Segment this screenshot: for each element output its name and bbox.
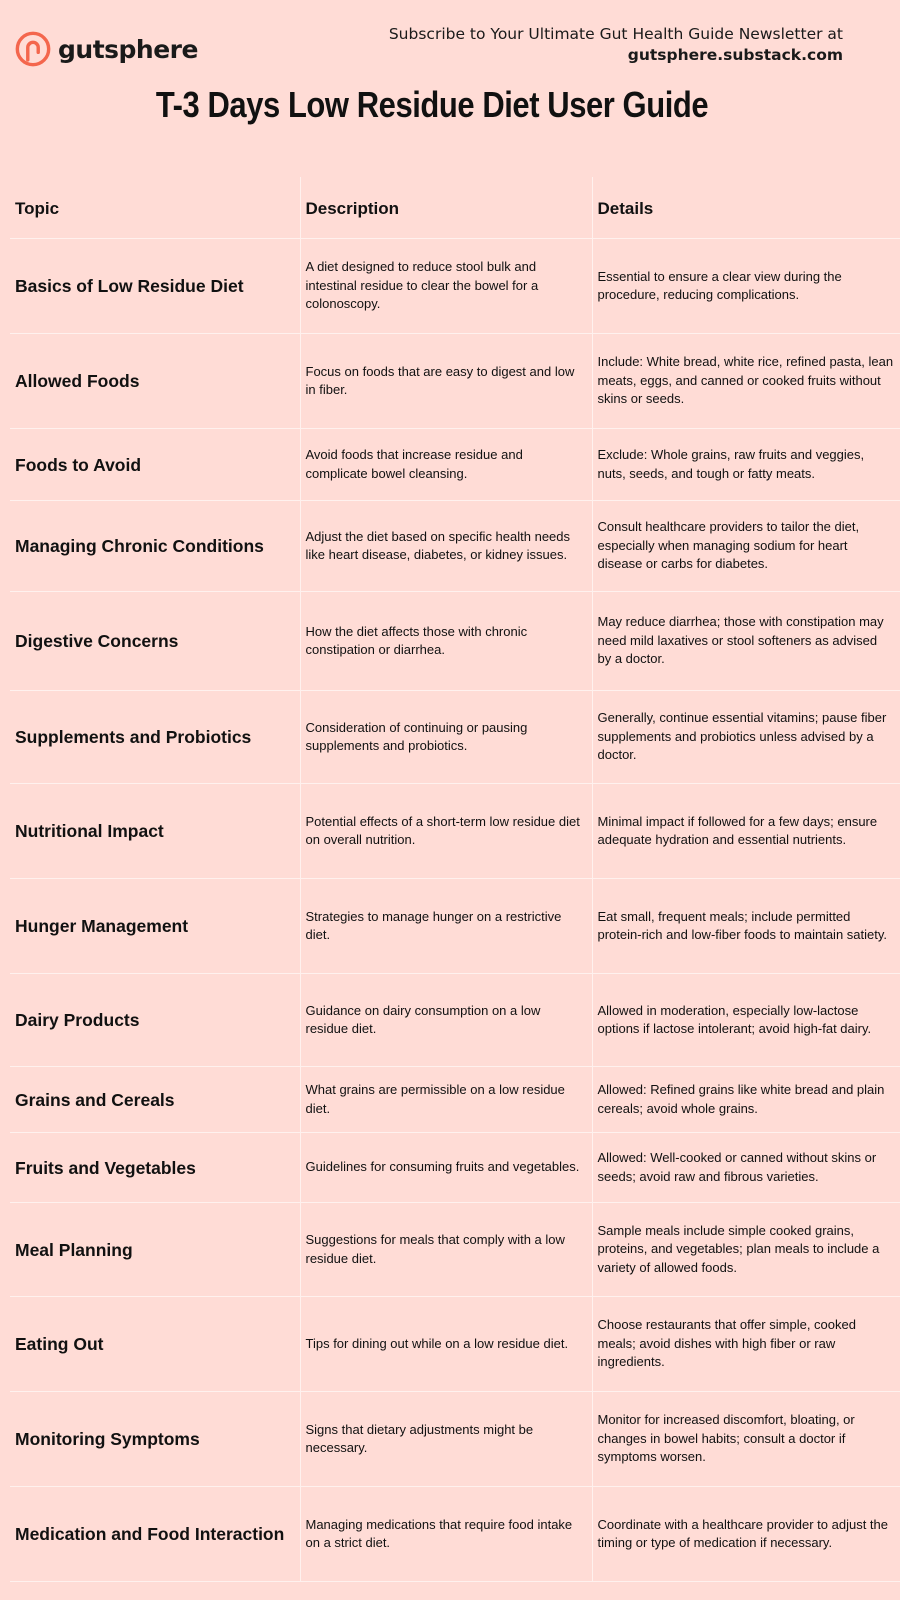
brand-name: gutsphere bbox=[58, 34, 198, 64]
row-description: What grains are permissible on a low residue diet. bbox=[300, 1067, 592, 1133]
row-details: Choose restaurants that offer simple, cooked meals; avoid dishes with high fiber or raw ingredients. bbox=[592, 1297, 900, 1392]
row-details: May reduce diarrhea; those with constipation may need mild laxatives or stool softeners as advised by a doctor. bbox=[592, 592, 900, 691]
row-description: Managing medications that require food intake on a strict diet. bbox=[300, 1487, 592, 1582]
row-topic: Medication and Food Interaction bbox=[10, 1487, 300, 1582]
row-topic: Dairy Products bbox=[10, 974, 300, 1067]
brand-logo bbox=[14, 29, 198, 69]
table-row bbox=[10, 501, 900, 592]
row-topic: Foods to Avoid bbox=[10, 429, 300, 501]
row-details: Exclude: Whole grains, raw fruits and veggies, nuts, seeds, and tough or fatty meats. bbox=[592, 429, 900, 501]
row-details: Include: White bread, white rice, refined pasta, lean meats, eggs, and canned or cooked fruits without skins or seeds. bbox=[592, 334, 900, 429]
table-header-row bbox=[10, 177, 900, 239]
table-row bbox=[10, 1067, 900, 1133]
row-details: Essential to ensure a clear view during the procedure, reducing complications. bbox=[592, 239, 900, 334]
row-description: A diet designed to reduce stool bulk and intestinal residue to clear the bowel for a colonoscopy. bbox=[300, 239, 592, 334]
row-details: Allowed: Refined grains like white bread and plain cereals; avoid whole grains. bbox=[592, 1067, 900, 1133]
row-description: Avoid foods that increase residue and complicate bowel cleansing. bbox=[300, 429, 592, 501]
table-row bbox=[10, 691, 900, 784]
row-description: Strategies to manage hunger on a restrictive diet. bbox=[300, 879, 592, 974]
row-details: Generally, continue essential vitamins; pause fiber supplements and probiotics unless advised by a doctor. bbox=[592, 691, 900, 784]
row-topic: Fruits and Vegetables bbox=[10, 1133, 300, 1203]
newsletter-link[interactable]: gutsphere.substack.com bbox=[627, 46, 843, 64]
row-topic: Basics of Low Residue Diet bbox=[10, 239, 300, 334]
row-description: Potential effects of a short-term low residue diet on overall nutrition. bbox=[300, 784, 592, 879]
row-details: Allowed: Well-cooked or canned without skins or seeds; avoid raw and fibrous varieties. bbox=[592, 1133, 900, 1203]
row-details: Monitor for increased discomfort, bloating, or changes in bowel habits; consult a doctor if symptoms worsen. bbox=[592, 1392, 900, 1487]
table-row bbox=[10, 1203, 900, 1297]
row-description: Tips for dining out while on a low residue diet. bbox=[300, 1297, 592, 1392]
row-description: Guidance on dairy consumption on a low residue diet. bbox=[300, 974, 592, 1067]
row-description: Guidelines for consuming fruits and vegetables. bbox=[300, 1133, 592, 1203]
table-row bbox=[10, 334, 900, 429]
table-row bbox=[10, 784, 900, 879]
table-row bbox=[10, 1392, 900, 1487]
header-description: Description bbox=[300, 177, 592, 239]
row-topic: Managing Chronic Conditions bbox=[10, 501, 300, 592]
table-row bbox=[10, 239, 900, 334]
table-row bbox=[10, 1297, 900, 1392]
table-row bbox=[10, 1133, 900, 1203]
table-row bbox=[10, 429, 900, 501]
row-details: Consult healthcare providers to tailor the diet, especially when managing sodium for heart disease or carbs for diabetes. bbox=[592, 501, 900, 592]
row-details: Eat small, frequent meals; include permitted protein-rich and low-fiber foods to maintain satiety. bbox=[592, 879, 900, 974]
row-description: Focus on foods that are easy to digest and low in fiber. bbox=[300, 334, 592, 429]
row-description: Suggestions for meals that comply with a low residue diet. bbox=[300, 1203, 592, 1297]
row-details: Allowed in moderation, especially low-lactose options if lactose intolerant; avoid high-fat dairy. bbox=[592, 974, 900, 1067]
row-topic: Meal Planning bbox=[10, 1203, 300, 1297]
table-row bbox=[10, 592, 900, 691]
row-details: Coordinate with a healthcare provider to adjust the timing or type of medication if necessary. bbox=[592, 1487, 900, 1582]
newsletter-text: Subscribe to Your Ultimate Gut Health Guide Newsletter at bbox=[388, 25, 843, 43]
row-description: Consideration of continuing or pausing supplements and probiotics. bbox=[300, 691, 592, 784]
header-topic: Topic bbox=[10, 177, 300, 239]
row-topic: Digestive Concerns bbox=[10, 592, 300, 691]
guide-table bbox=[10, 177, 900, 1582]
newsletter-callout bbox=[389, 24, 843, 66]
table-row bbox=[10, 1487, 900, 1582]
row-topic: Grains and Cereals bbox=[10, 1067, 300, 1133]
gutsphere-logo-icon bbox=[14, 30, 52, 68]
header-details: Details bbox=[592, 177, 900, 239]
page-title: T-3 Days Low Residue Diet User Guide bbox=[155, 84, 709, 125]
row-topic: Allowed Foods bbox=[10, 334, 300, 429]
row-topic: Hunger Management bbox=[10, 879, 300, 974]
table-row bbox=[10, 879, 900, 974]
row-topic: Supplements and Probiotics bbox=[10, 691, 300, 784]
row-topic: Eating Out bbox=[10, 1297, 300, 1392]
table-row bbox=[10, 974, 900, 1067]
row-details: Sample meals include simple cooked grains, proteins, and vegetables; plan meals to include a variety of allowed foods. bbox=[592, 1203, 900, 1297]
row-details: Minimal impact if followed for a few days; ensure adequate hydration and essential nutrients. bbox=[592, 784, 900, 879]
row-topic: Nutritional Impact bbox=[10, 784, 300, 879]
row-description: How the diet affects those with chronic constipation or diarrhea. bbox=[300, 592, 592, 691]
row-topic: Monitoring Symptoms bbox=[10, 1392, 300, 1487]
row-description: Signs that dietary adjustments might be necessary. bbox=[300, 1392, 592, 1487]
row-description: Adjust the diet based on specific health needs like heart disease, diabetes, or kidney issues. bbox=[300, 501, 592, 592]
